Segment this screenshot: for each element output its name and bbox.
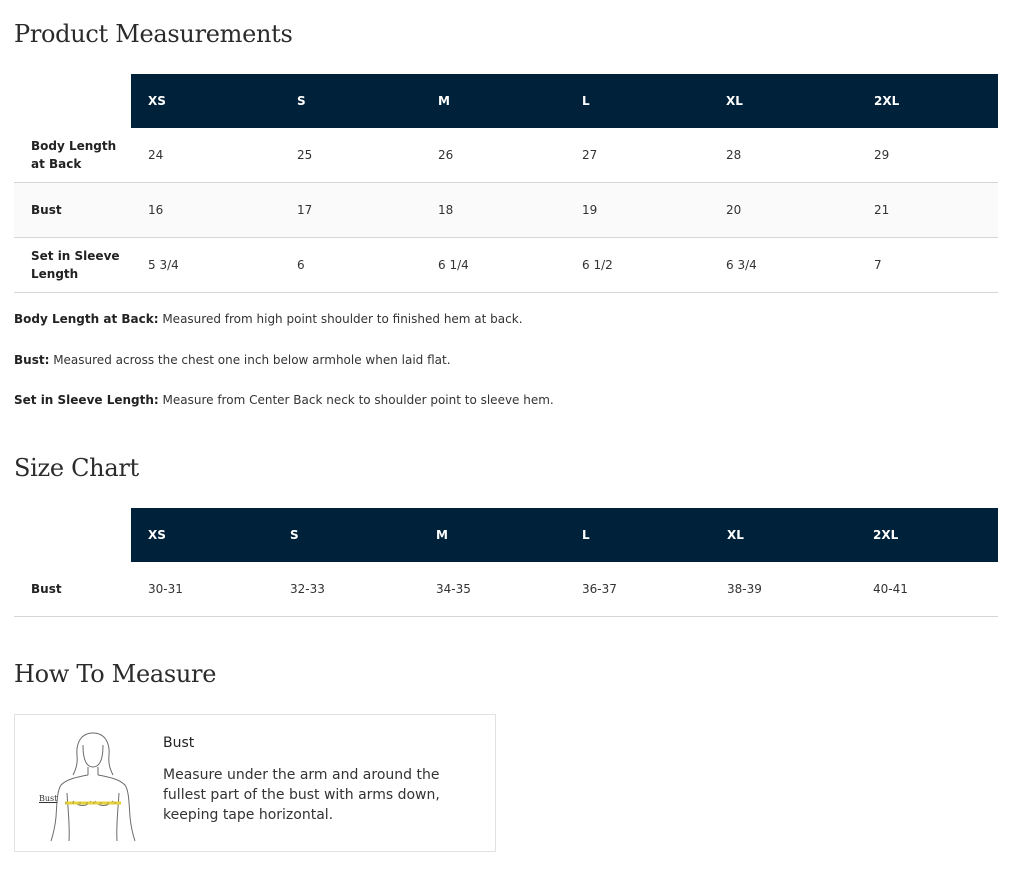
table-cell: 28 xyxy=(726,148,742,162)
column-header-2xl: 2XL xyxy=(873,528,899,542)
note-text: Measured from high point shoulder to finished hem at back. xyxy=(158,312,523,326)
figure-bust-label: Bust xyxy=(39,794,58,803)
table-cell: 20 xyxy=(726,203,742,217)
table-cell: 29 xyxy=(874,148,890,162)
column-header-xs: XS xyxy=(148,94,166,108)
note-text: Measured across the chest one inch below armhole when laid flat. xyxy=(49,353,451,367)
row-label-bust: Bust xyxy=(31,582,62,596)
table-row xyxy=(14,128,998,183)
how-to-measure-card xyxy=(14,714,496,852)
table-cell: 26 xyxy=(438,148,454,162)
table-cell: 16 xyxy=(148,203,164,217)
product-measurements-header-row xyxy=(131,74,998,128)
table-cell: 17 xyxy=(297,203,313,217)
table-cell: 6 1/2 xyxy=(582,258,613,272)
note-text: Measure from Center Back neck to shoulder point to sleeve hem. xyxy=(158,393,554,407)
table-row xyxy=(14,238,998,293)
column-header-m: M xyxy=(438,94,450,108)
column-header-xl: XL xyxy=(727,528,744,542)
table-cell: 6 3/4 xyxy=(726,258,757,272)
measurement-note xyxy=(14,312,523,326)
column-header-l: L xyxy=(582,528,590,542)
note-term: Body Length at Back: xyxy=(14,312,159,326)
table-cell: 19 xyxy=(582,203,598,217)
measure-item-description: Measure under the arm and around the fullest part of the bust with arms down, keeping tape horizontal. xyxy=(163,767,440,823)
column-header-xl: XL xyxy=(726,94,743,108)
how-to-measure-heading: How To Measure xyxy=(14,660,217,688)
column-header-2xl: 2XL xyxy=(874,94,900,108)
row-label-body-length: Body Length at Back xyxy=(31,139,117,171)
column-header-m: M xyxy=(436,528,448,542)
table-cell: 7 xyxy=(874,258,882,272)
table-cell: 36-37 xyxy=(582,582,617,596)
measurement-note xyxy=(14,393,554,407)
table-cell: 6 1/4 xyxy=(438,258,469,272)
table-cell: 18 xyxy=(438,203,454,217)
table-row xyxy=(14,562,998,617)
size-chart-header-row xyxy=(131,508,998,562)
table-cell: 38-39 xyxy=(727,582,762,596)
column-header-xs: XS xyxy=(148,528,166,542)
column-header-s: S xyxy=(290,528,299,542)
row-label-sleeve-length: Set in Sleeve Length xyxy=(31,249,120,281)
table-cell: 24 xyxy=(148,148,164,162)
product-measurements-heading: Product Measurements xyxy=(14,20,293,48)
table-cell: 30-31 xyxy=(148,582,183,596)
note-term: Set in Sleeve Length: xyxy=(14,393,159,407)
table-row xyxy=(14,183,998,238)
measurement-note xyxy=(14,353,451,367)
row-label-bust: Bust xyxy=(31,203,62,217)
table-cell: 5 3/4 xyxy=(148,258,179,272)
table-cell: 40-41 xyxy=(873,582,908,596)
table-cell: 27 xyxy=(582,148,598,162)
table-cell: 32-33 xyxy=(290,582,325,596)
table-cell: 25 xyxy=(297,148,313,162)
bust-figure-illustration xyxy=(35,731,147,843)
table-cell: 34-35 xyxy=(436,582,471,596)
table-cell: 6 xyxy=(297,258,305,272)
note-term: Bust: xyxy=(14,353,50,367)
table-cell: 21 xyxy=(874,203,890,217)
column-header-l: L xyxy=(582,94,590,108)
measure-item-title: Bust xyxy=(163,735,195,751)
column-header-s: S xyxy=(297,94,306,108)
size-chart-heading: Size Chart xyxy=(14,454,139,482)
